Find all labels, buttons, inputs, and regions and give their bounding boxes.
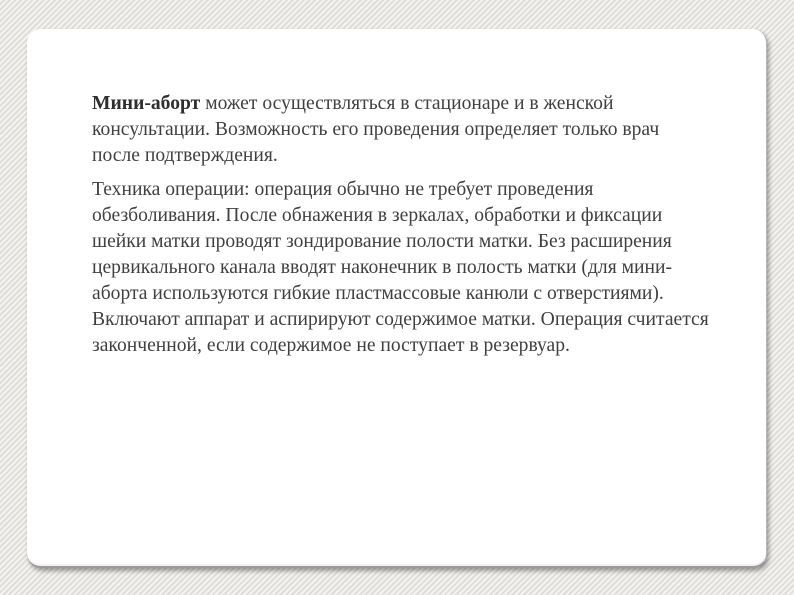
paragraph-intro: [92, 91, 712, 169]
slide-card: [27, 29, 767, 568]
paragraph-technique: Техника операции: операция обычно не требует проведения обезболивания. После обнажения в зеркалах, обработки и фиксации шейки матки проводят зондирование полости матки. Без расширения цервикального канала вводят наконечник в полость матки (для мини-аборта используются гибкие пластмассовые канюли с отверстиями). Включают аппарат и аспирируют содержимое матки. Операция считается законченной, если содержимое не поступает в резервуар.: [92, 179, 709, 356]
paragraph-intro-text: может осуществляться в стационаре и в женской консультации. Возможность его проведения определяет только врач после подтверждения.: [92, 93, 660, 166]
term-mini-abortion: Мини-аборт: [92, 93, 201, 114]
slide-body: [92, 91, 712, 359]
